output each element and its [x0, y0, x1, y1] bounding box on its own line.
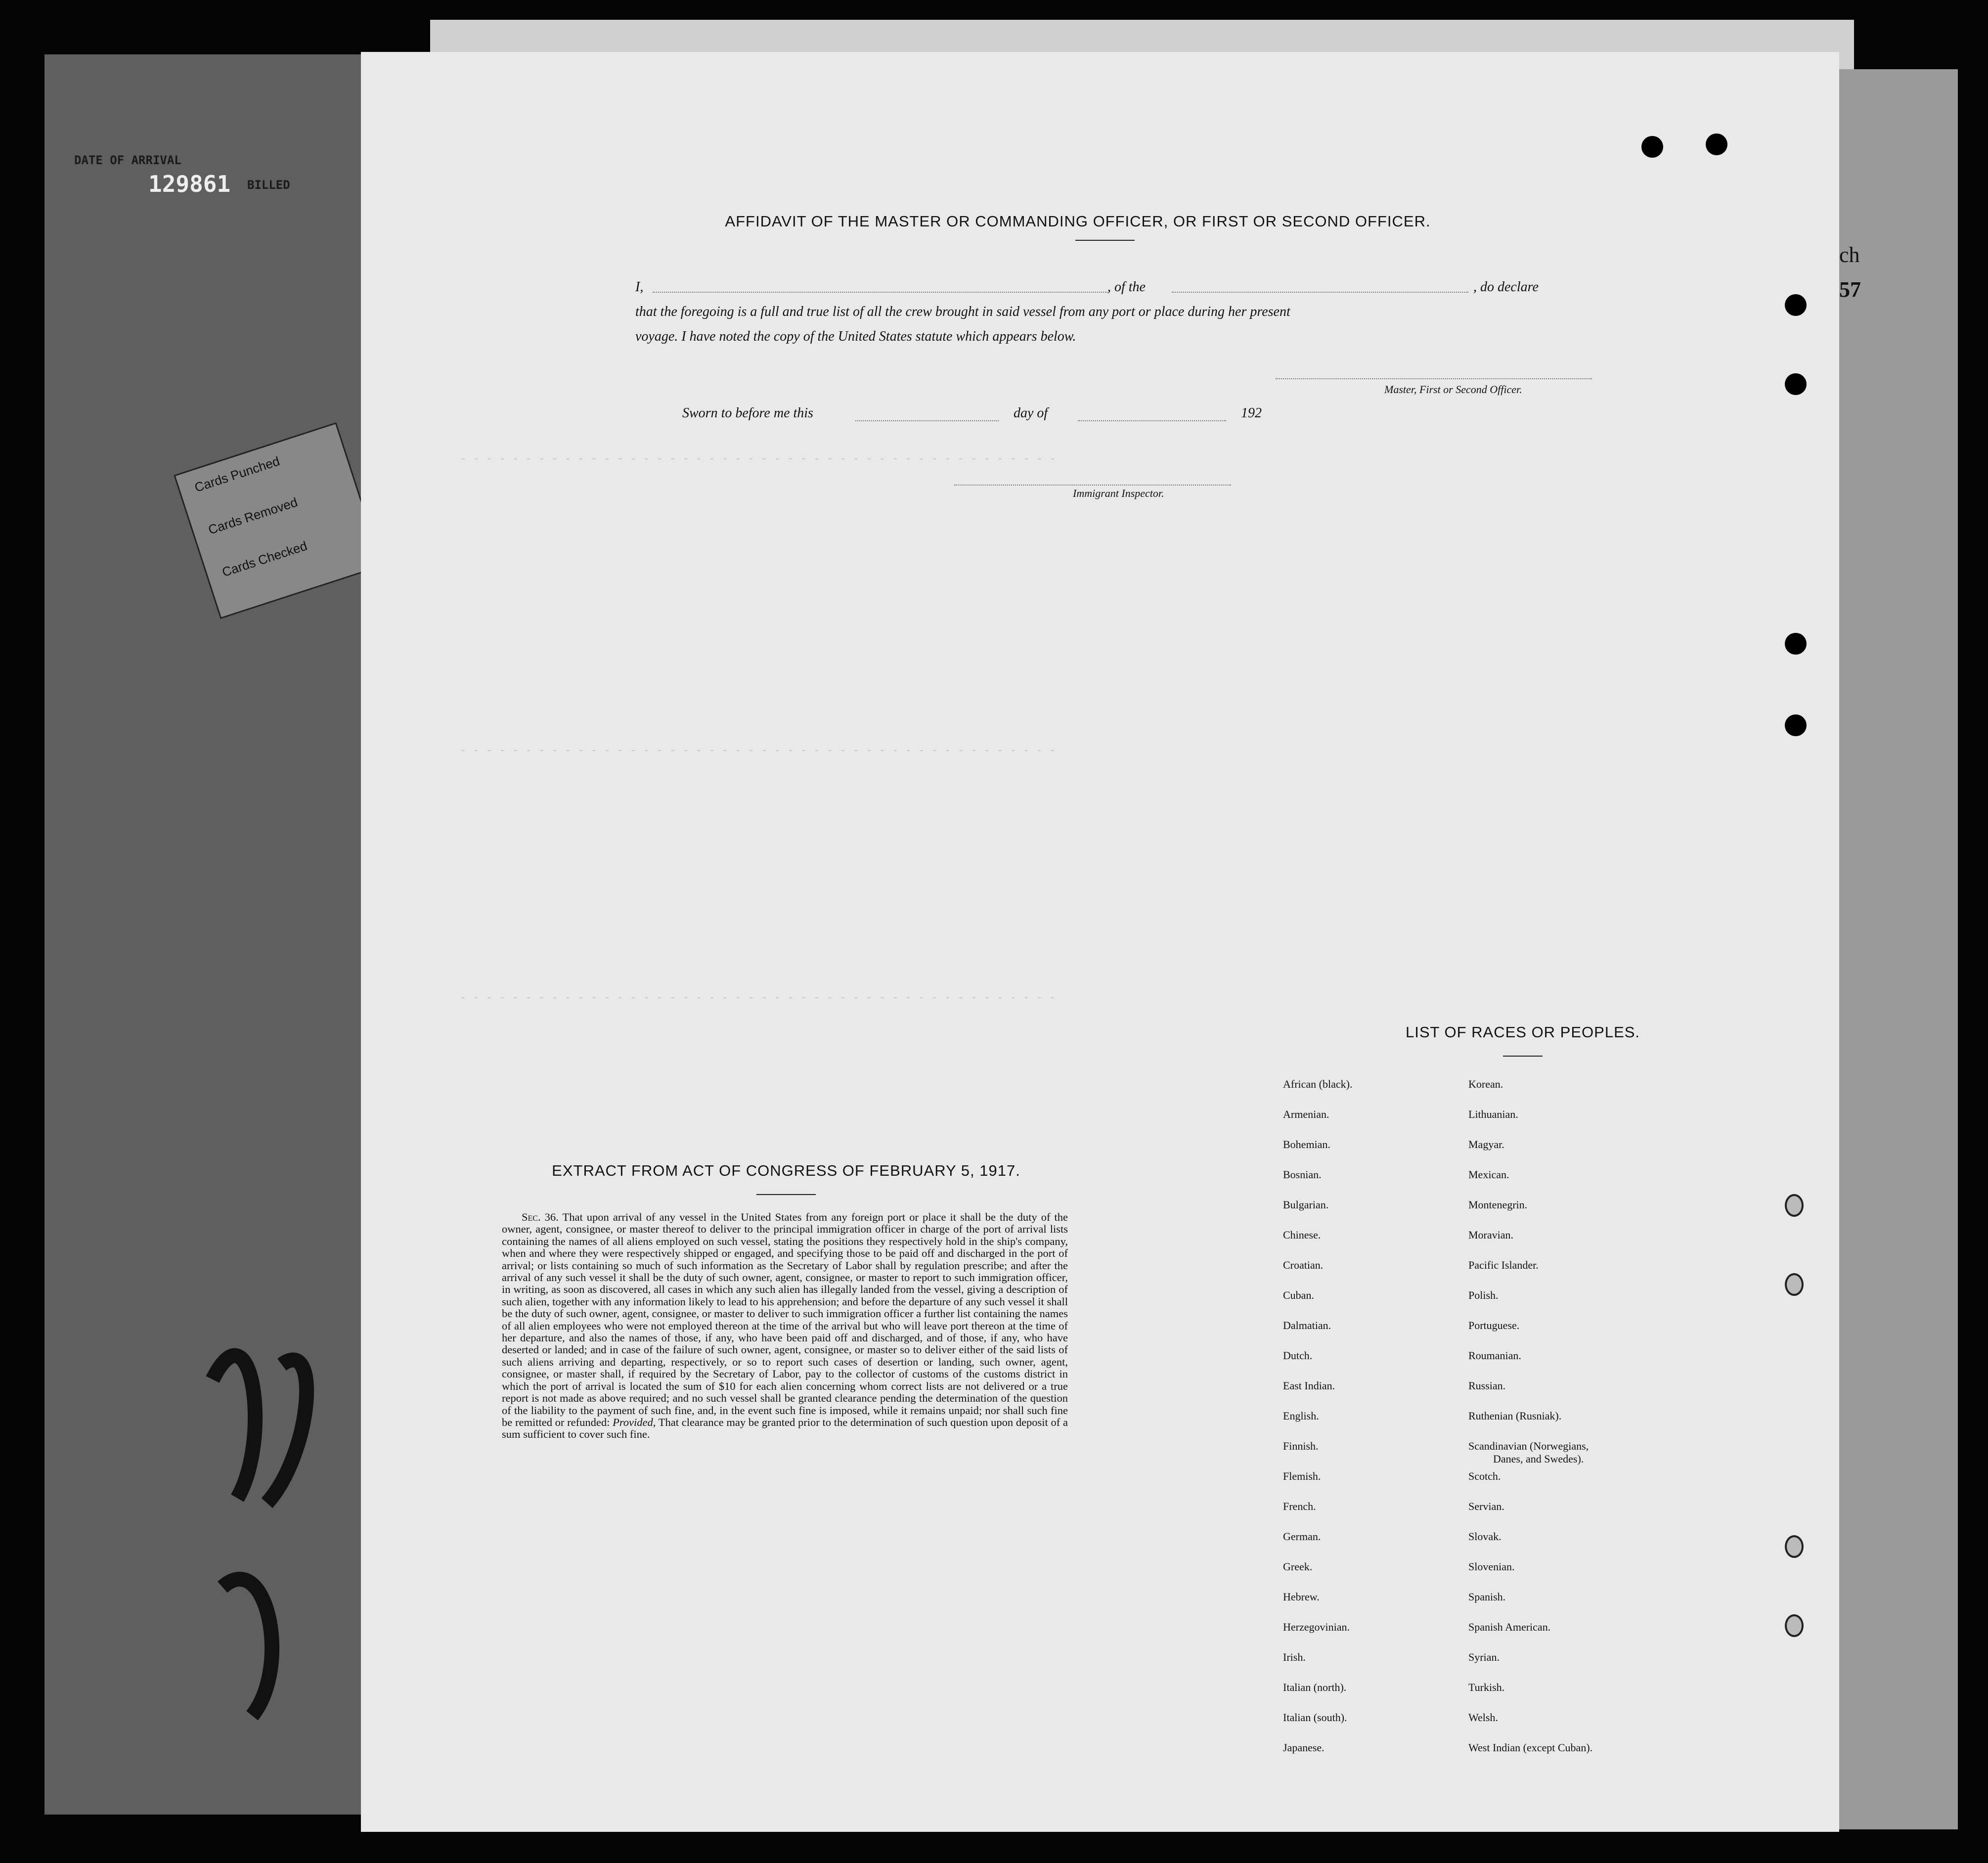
binding-ring-hole	[1785, 1194, 1804, 1217]
race-item: West Indian (except Cuban).	[1468, 1741, 1593, 1754]
race-item: Cuban.	[1283, 1289, 1314, 1301]
race-item: Croatian.	[1283, 1259, 1324, 1271]
race-item: Portuguese.	[1468, 1319, 1520, 1331]
punch-hole	[1785, 633, 1807, 655]
billed-label: BILLED	[247, 178, 290, 192]
race-item-continuation: Danes, and Swedes).	[1493, 1453, 1584, 1465]
race-item: Bosnian.	[1283, 1168, 1322, 1181]
race-item: Greek.	[1283, 1560, 1313, 1573]
race-item: Armenian.	[1283, 1108, 1329, 1120]
cards-punched-label: Cards Punched	[192, 453, 282, 495]
race-item: Japanese.	[1283, 1741, 1325, 1754]
race-item: Hebrew.	[1283, 1591, 1320, 1603]
affidavit-line-3: voyage. I have noted the copy of the United States statute which appears below.	[635, 329, 1076, 344]
race-item: Turkish.	[1468, 1681, 1505, 1693]
race-item: Italian (north).	[1283, 1681, 1347, 1693]
punch-hole	[1785, 373, 1807, 395]
race-item: Finnish.	[1283, 1440, 1319, 1452]
inspector-caption: Immigrant Inspector.	[1073, 487, 1164, 499]
punch-hole	[1785, 294, 1807, 316]
punch-hole	[1785, 714, 1807, 736]
race-item: Pacific Islander.	[1468, 1259, 1539, 1271]
extract-rule	[756, 1194, 816, 1195]
race-item: African (black).	[1283, 1078, 1353, 1090]
races-rule	[1503, 1056, 1543, 1057]
race-item: Herzegovinian.	[1283, 1621, 1350, 1633]
sworn-month-blank	[1078, 420, 1226, 421]
race-item: Chinese.	[1283, 1229, 1321, 1241]
section-text: That upon arrival of any vessel in the United States from any foreign port or place it shall be the duty of the owner, agent, consignee, or master thereof to deliver to the principal immigration officer in charge of the port of arrival lists containing the names of all aliens employed on such vessel, stating the positions they respectively hold in the ship's company, when and where they were respectively shipped or engaged, and specifying those to be paid off and discharged in the port of arrival; or lists containing so much of such information as the Secretary of Labor shall by regulation prescribe; and after the arrival of any such vessel it shall be the duty of such owner, agent, consignee, or master to report to such immigration officer, in writing, as soon as discovered, all cases in which any such alien has illegally landed from the vessel, giving a description of such alien, together with any information likely to lead to his apprehension; and before the departure of any such vessel it shall be the duty of such owner, agent, consignee, or master to deliver to such immigration officer a further list containing the names of all alien employees who were not employed thereon at the time of the arrival but who will leave port thereon at the time of her departure, and also the names of those, if any, who have been paid off and discharged, and of those, if any, who have deserted or landed; and in case of the failure of such owner, agent, consignee, or master so to deliver either of the said lists of such aliens arriving and departing, respectively, or so to report such cases of desertion or landing, such owner, agent, consignee, or master shall, if required by the Secretary of Labor, pay to the collector of customs of the customs district in which the port of arrival is located the sum of $10 for each alien concerning whom correct lists are not delivered or a true report is not made as above required; and no such vessel shall be granted clearance pending the determination of the question of the liability to the payment of such fine, and, in the event such fine is imposed, while it remains unpaid; nor shall such fine be remitted or refunded:	[502, 1211, 1068, 1428]
race-item: Dalmatian.	[1283, 1319, 1331, 1331]
binding-ring-hole	[1785, 1535, 1804, 1558]
race-item: Scandinavian (Norwegians,	[1468, 1440, 1589, 1452]
race-item: East Indian.	[1283, 1379, 1335, 1392]
right-edge-fragment: ch	[1839, 243, 1860, 267]
affidavit-line-of-the: , of the	[1107, 279, 1146, 295]
affidavit-line-2: that the foregoing is a full and true list of all the crew brought in said vessel from any port or place during her present	[635, 304, 1290, 319]
affidavit-title: AFFIDAVIT OF THE MASTER OR COMMANDING OFFICER, OR FIRST OR SECOND OFFICER.	[725, 213, 1431, 230]
binding-ring-hole	[1785, 1273, 1804, 1296]
arrival-stamp-number: 129861	[148, 171, 231, 197]
extract-title: EXTRACT FROM ACT OF CONGRESS OF FEBRUARY 5, 1917.	[552, 1162, 1020, 1179]
vessel-blank	[1172, 292, 1468, 293]
day-of-text: day of	[1014, 405, 1048, 421]
races-title: LIST OF RACES OR PEOPLES.	[1405, 1023, 1640, 1041]
cards-checked-label: Cards Checked	[220, 538, 309, 580]
race-item: Magyar.	[1468, 1138, 1504, 1151]
affidavit-line-i: I,	[635, 279, 644, 295]
race-item: Flemish.	[1283, 1470, 1321, 1482]
race-item: Irish.	[1283, 1651, 1306, 1663]
right-edge-page-number: 57	[1839, 277, 1861, 302]
proviso-text: That clearance may be granted prior to the determination of such question upon deposit of a sum sufficient to cover such fine.	[502, 1416, 1068, 1441]
name-blank	[653, 292, 1107, 293]
extract-body	[502, 1211, 1068, 1441]
year-text: 192	[1241, 405, 1262, 421]
binding-ring-hole	[1785, 1614, 1804, 1637]
title-rule	[1075, 240, 1135, 241]
sworn-day-blank	[855, 420, 999, 421]
race-item: Russian.	[1468, 1379, 1506, 1392]
race-item: Slovak.	[1468, 1530, 1502, 1543]
cards-stamp	[174, 422, 383, 619]
proviso-label: Provided,	[613, 1416, 656, 1428]
inspector-blank	[954, 485, 1231, 486]
affidavit-page: - - - - - - - - - - - - - - - - - - - - - - - - - - - - - - - - - - - - - - - - - - - - - - - - - - - - - - - - - - - - - - - - - - - - - - - - - - - - - - - - - - - - - - - - - - - - - - - - - - - - - - - - - - - - - - - - - - - - - - - - - - - - - - - - - - - - - - - - - - AFFIDAVIT OF THE MASTER OR COMMANDING OFFICER, OR FIRST OR SECOND OFFICER. I, , of the , do declare that the foregoing is a full and true list of all the crew brought in said vessel from any port or place during her present voyage. I have noted the copy of the United States statute which appears below. Master, First or Second Officer. Sworn to before me this day of 192 Immigrant Inspector. EXTRACT FROM ACT OF CONGRESS OF FEBRUARY 5, 1917. Sec. 36. That upon arrival of any vessel in the United States from any foreign port or place it shall be the duty of the owner, agent, consignee, or master thereof to deliver to the principal immigration officer in charge of the port of arrival lists containing the names of all aliens employed on such vessel, stating the positions they respectively hold in the ship's company, when and where they were respectively shipped or engaged, and specifying those to be paid off and discharged in the port of arrival; or lists containing so much of such information as the Secretary of Labor shall by regulation prescribe; and after the arrival of any such vessel it shall be the duty of such owner, agent, consignee, or master to report to such immigration officer, in writing, as soon as discovered, all cases in which any such alien has illegally landed from the vessel, giving a description of such alien, together with any information likely to lead to his apprehension; and before the departure of any such vessel it shall be the duty of such owner, agent, consignee, or master to deliver to such immigration officer a further list containing the names of all alien employees who were not employed thereon at the time of the arrival but who will leave port thereon at the time of her departure, and also the names of those, if any, who have been paid off and discharged, and of those, if any, who have deserted or landed; and in case of the failure of such owner, agent, consignee, or master so to deliver either of the said lists of such aliens arriving and departing, respectively, or so to report such cases of desertion or landing, such owner, agent, consignee, or master shall, if required by the Secretary of Labor, pay to the collector of customs of the customs district in which the port of arrival is located the sum of $10 for each alien concerning whom correct lists are not delivered or a true report is not made as above required; and no such vessel shall be granted clearance pending the determination of the question of the liability to the payment of such fine, and, in the event such fine is imposed, while it remains unpaid; nor shall such fine be remitted or refunded: Provided, That clearance may be granted prior to the determination of such question upon deposit of a sum sufficient to cover such fine. LIST OF RACES OR PEOPLES. African (black). Armenian. Bohemian. Bosnian. Bulgarian. Chinese. Croatian. Cuban. Dalmatian. Dutch. East Indian. English. Finnish. Flemish. French. German. Greek. Hebrew. Herzegovinian. Irish. Italian (north). Italian (south). Japanese. Korean. Lithuanian. Magyar. Mexican. Montenegrin. Moravian. Pacific Islander. Polish. Portuguese. Roumanian. Russian. Ruthenian (Rusniak). Scandinavian (Norwegians, Scotch. Servian. Slovak. Slovenian. Spanish. Spanish American. Syrian. Turkish. Welsh. West Indian (except Cuban). Danes, and Swedes).	[361, 52, 1839, 1832]
right-edge-sheets	[1829, 69, 1958, 1829]
race-item: Welsh.	[1468, 1711, 1498, 1724]
race-item: Servian.	[1468, 1500, 1504, 1512]
race-item: Montenegrin.	[1468, 1198, 1528, 1211]
signature-blank	[1276, 378, 1592, 379]
cards-removed-label: Cards Removed	[206, 494, 300, 537]
affidavit-line-declare: , do declare	[1473, 279, 1539, 295]
race-item: French.	[1283, 1500, 1316, 1512]
race-item: Mexican.	[1468, 1168, 1509, 1181]
race-item: Bohemian.	[1283, 1138, 1330, 1151]
arrival-stamp-label: DATE OF ARRIVAL	[74, 153, 181, 167]
section-label: Sec. 36.	[522, 1211, 559, 1223]
race-item: Bulgarian.	[1283, 1198, 1329, 1211]
race-item: Slovenian.	[1468, 1560, 1515, 1573]
race-item: Korean.	[1468, 1078, 1503, 1090]
punch-hole	[1706, 133, 1727, 155]
race-item: Spanish.	[1468, 1591, 1506, 1603]
race-item: German.	[1283, 1530, 1321, 1543]
race-item: Polish.	[1468, 1289, 1499, 1301]
race-item: Ruthenian (Rusniak).	[1468, 1410, 1562, 1422]
race-item: Lithuanian.	[1468, 1108, 1518, 1120]
race-item: Roumanian.	[1468, 1349, 1521, 1362]
race-item: Italian (south).	[1283, 1711, 1347, 1724]
race-item: Moravian.	[1468, 1229, 1514, 1241]
race-item: Scotch.	[1468, 1470, 1501, 1482]
punch-hole	[1641, 136, 1663, 158]
signature-caption: Master, First or Second Officer.	[1384, 383, 1522, 396]
race-item: Syrian.	[1468, 1651, 1500, 1663]
race-item: Spanish American.	[1468, 1621, 1551, 1633]
sworn-text: Sworn to before me this	[682, 405, 813, 421]
race-item: English.	[1283, 1410, 1319, 1422]
race-item: Dutch.	[1283, 1349, 1313, 1362]
